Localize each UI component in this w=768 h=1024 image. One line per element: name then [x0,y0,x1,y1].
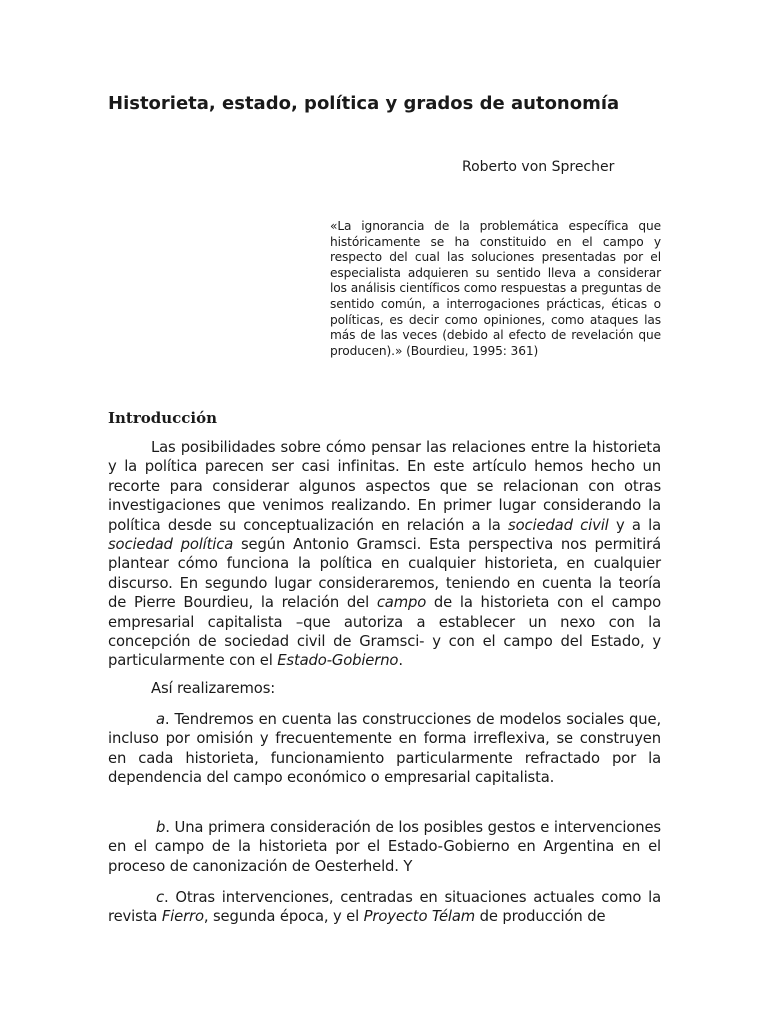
italic-term: Fierro [161,908,204,926]
paragraph-text: . [398,652,403,670]
paragraph-text: Las posibilidades sobre cómo pensar las relaciones entre la historieta y la política parecen ser casi infinitas. En este artículo hemos hecho un recorte para considerar algunos aspectos que se relacionan con otras investigaciones que venimos realizando. En primer lugar considerando la política desde su conceptualización en relación a la [108,439,661,534]
paragraph-text: Así realizaremos: [151,680,276,697]
item-text: . Tendremos en cuenta las construcciones de modelos sociales que, incluso por omisión y frecuentemente en forma irreflexiva, se construyen en cada historieta, funcionamiento particularmente refractado por la dependencia del campo económico o empresarial capitalista. [108,711,661,787]
item-label: a [156,711,165,728]
list-item-c [108,888,661,927]
section-heading-introduccion: Introducción [108,409,218,427]
item-text: , segunda época, y el [203,908,364,926]
italic-term: campo [376,594,427,612]
item-text: . Otras intervenciones, centradas en situaciones actuales como la revista [108,889,661,926]
italic-term: Proyecto Télam [363,908,476,926]
list-item-a [108,710,661,788]
italic-term: sociedad política [108,536,234,554]
italic-term: Estado-Gobierno [277,652,399,670]
item-label: c [156,889,164,906]
italic-term: sociedad civil [508,516,609,534]
item-label: b [156,819,166,836]
item-text: . Una primera consideración de los posibles gestos e intervenciones en el campo de la historieta por el Estado-Gobierno en Argentina en el proceso de canonización de Oesterheld. Y [108,819,661,875]
document-title: Historieta, estado, política y grados de autonomía [108,93,620,114]
paragraph-text: y a la [608,516,662,534]
paragraph-asi [108,679,661,698]
paragraph-text: según Antonio Gramsci. Esta perspectiva nos permitirá plantear cómo funciona la política en cualquier historieta, en cualquier discurso. En segundo lugar consideraremos, teniendo en cuenta la teoría de Pierre Bourdieu, la relación del [108,536,661,612]
list-item-b [108,818,661,876]
author-name: Roberto von Sprecher [462,159,615,175]
item-text: de producción de [475,908,606,926]
paragraph-text: de la historieta con el campo empresarial capitalista –que autoriza a establecer un nexo con la concepción de sociedad civil de Gramsci- y con el campo del Estado, y particularmente con el [108,594,661,670]
epigraph-quote: «La ignorancia de la problemática específica que históricamente se ha constituido en el campo y respecto del cual las soluciones presentadas por el especialista adquieren su sentido lleva a considerar los análisis científicos como respuestas a preguntas de sentido común, a interrogaciones prácticas, éticas o políticas, es decir como opiniones, como ataques las más de las veces (debido al efecto de revelación que producen).» (Bourdieu, 1995: 361) [330,219,661,358]
paragraph-intro [108,438,661,671]
